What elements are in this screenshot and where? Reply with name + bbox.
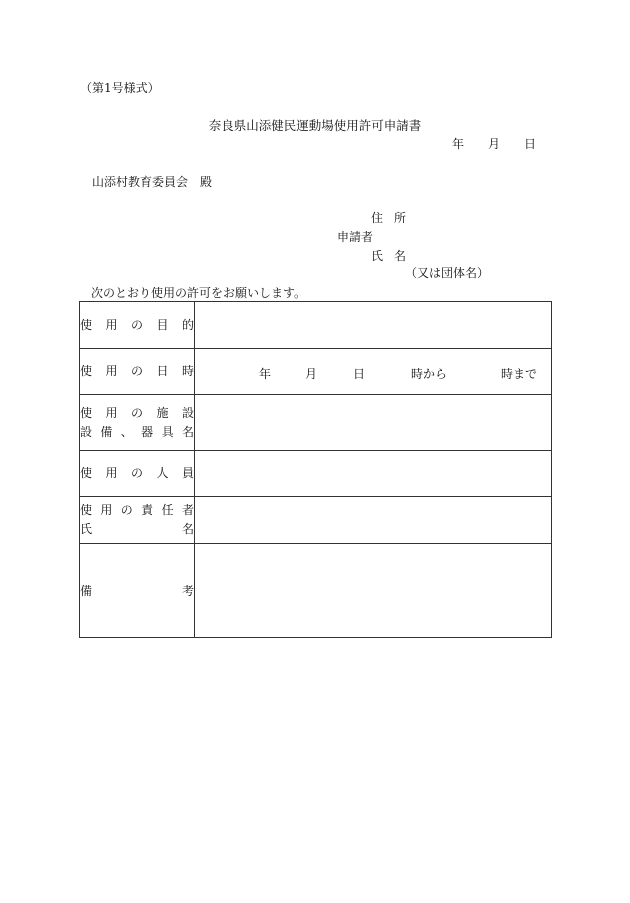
datetime-label	[80, 349, 195, 395]
table-row	[80, 349, 552, 395]
responsible-char: 者	[181, 503, 194, 517]
remarks-char: 備	[80, 584, 93, 598]
datetime-char: 使	[80, 364, 93, 378]
datetime-year: 年	[259, 366, 272, 381]
responsible-field[interactable]	[195, 497, 552, 544]
people-char: 員	[181, 466, 194, 480]
responsible-char: 任	[161, 503, 174, 517]
facility-field[interactable]	[195, 395, 552, 451]
name-label: 氏名	[371, 249, 418, 263]
applicant-label: 申請者	[337, 230, 374, 244]
intro-text: 次のとおり使用の許可をお願いします。	[91, 286, 307, 300]
date-month-label: 月	[488, 137, 501, 151]
facility-char: 、	[120, 424, 133, 439]
purpose-char: 用	[105, 317, 118, 332]
datetime-month: 月	[305, 366, 318, 381]
datetime-from: 時から	[411, 366, 448, 381]
recipient-name: 山添村教育委員会	[92, 175, 189, 189]
facility-char: 備	[100, 424, 113, 439]
recipient-honorific: 殿	[200, 175, 213, 189]
recipient	[92, 175, 212, 189]
table-row	[80, 302, 552, 349]
purpose-char: 的	[181, 317, 194, 332]
responsible-label	[80, 497, 195, 544]
date-year-label: 年	[452, 137, 465, 151]
responsible-char: 責	[141, 503, 154, 517]
table-row	[80, 544, 552, 638]
purpose-char: 目	[156, 317, 169, 332]
facility-char: 器	[141, 424, 154, 439]
people-char: 使	[80, 466, 93, 480]
responsible-char: の	[120, 503, 133, 517]
table-row	[80, 395, 552, 451]
form-number: （第1号様式）	[80, 81, 160, 95]
responsible-char: 使	[80, 503, 93, 517]
facility-char: の	[130, 405, 143, 420]
people-char: の	[130, 466, 143, 480]
people-char: 人	[156, 466, 169, 480]
purpose-char: の	[130, 317, 143, 332]
people-field[interactable]	[195, 451, 552, 497]
responsible-char: 用	[100, 503, 113, 517]
facility-char: 施	[156, 405, 169, 420]
remarks-char: 考	[181, 584, 194, 598]
application-table	[79, 301, 552, 638]
purpose-field[interactable]	[195, 302, 552, 349]
people-char: 用	[105, 466, 118, 480]
datetime-char: 用	[105, 364, 118, 378]
facility-char: 用	[105, 405, 118, 420]
address-label: 住所	[371, 211, 418, 225]
datetime-field[interactable]	[195, 349, 552, 395]
responsible-char: 氏	[80, 522, 93, 536]
facility-char: 設	[80, 424, 93, 439]
facility-char: 名	[181, 424, 194, 439]
responsible-char: 名	[181, 522, 194, 536]
remarks-label	[80, 544, 195, 638]
date-line	[452, 137, 542, 151]
facility-char: 使	[80, 405, 93, 420]
facility-char: 設	[181, 405, 194, 420]
table-row	[80, 451, 552, 497]
group-name-note: （又は団体名）	[405, 266, 490, 280]
purpose-char: 使	[80, 317, 93, 332]
datetime-char: 時	[181, 364, 194, 378]
datetime-day: 日	[353, 366, 366, 381]
facility-label	[80, 395, 195, 451]
remarks-field[interactable]	[195, 544, 552, 638]
table-row	[80, 497, 552, 544]
datetime-char: 日	[156, 364, 169, 378]
date-day-label: 日	[524, 137, 537, 151]
document-title: 奈良県山添健民運動場使用許可申請書	[208, 118, 422, 133]
facility-char: 具	[161, 424, 174, 439]
purpose-label	[80, 302, 195, 349]
datetime-until: 時まで	[501, 366, 538, 381]
people-label	[80, 451, 195, 497]
datetime-char: の	[130, 364, 143, 378]
